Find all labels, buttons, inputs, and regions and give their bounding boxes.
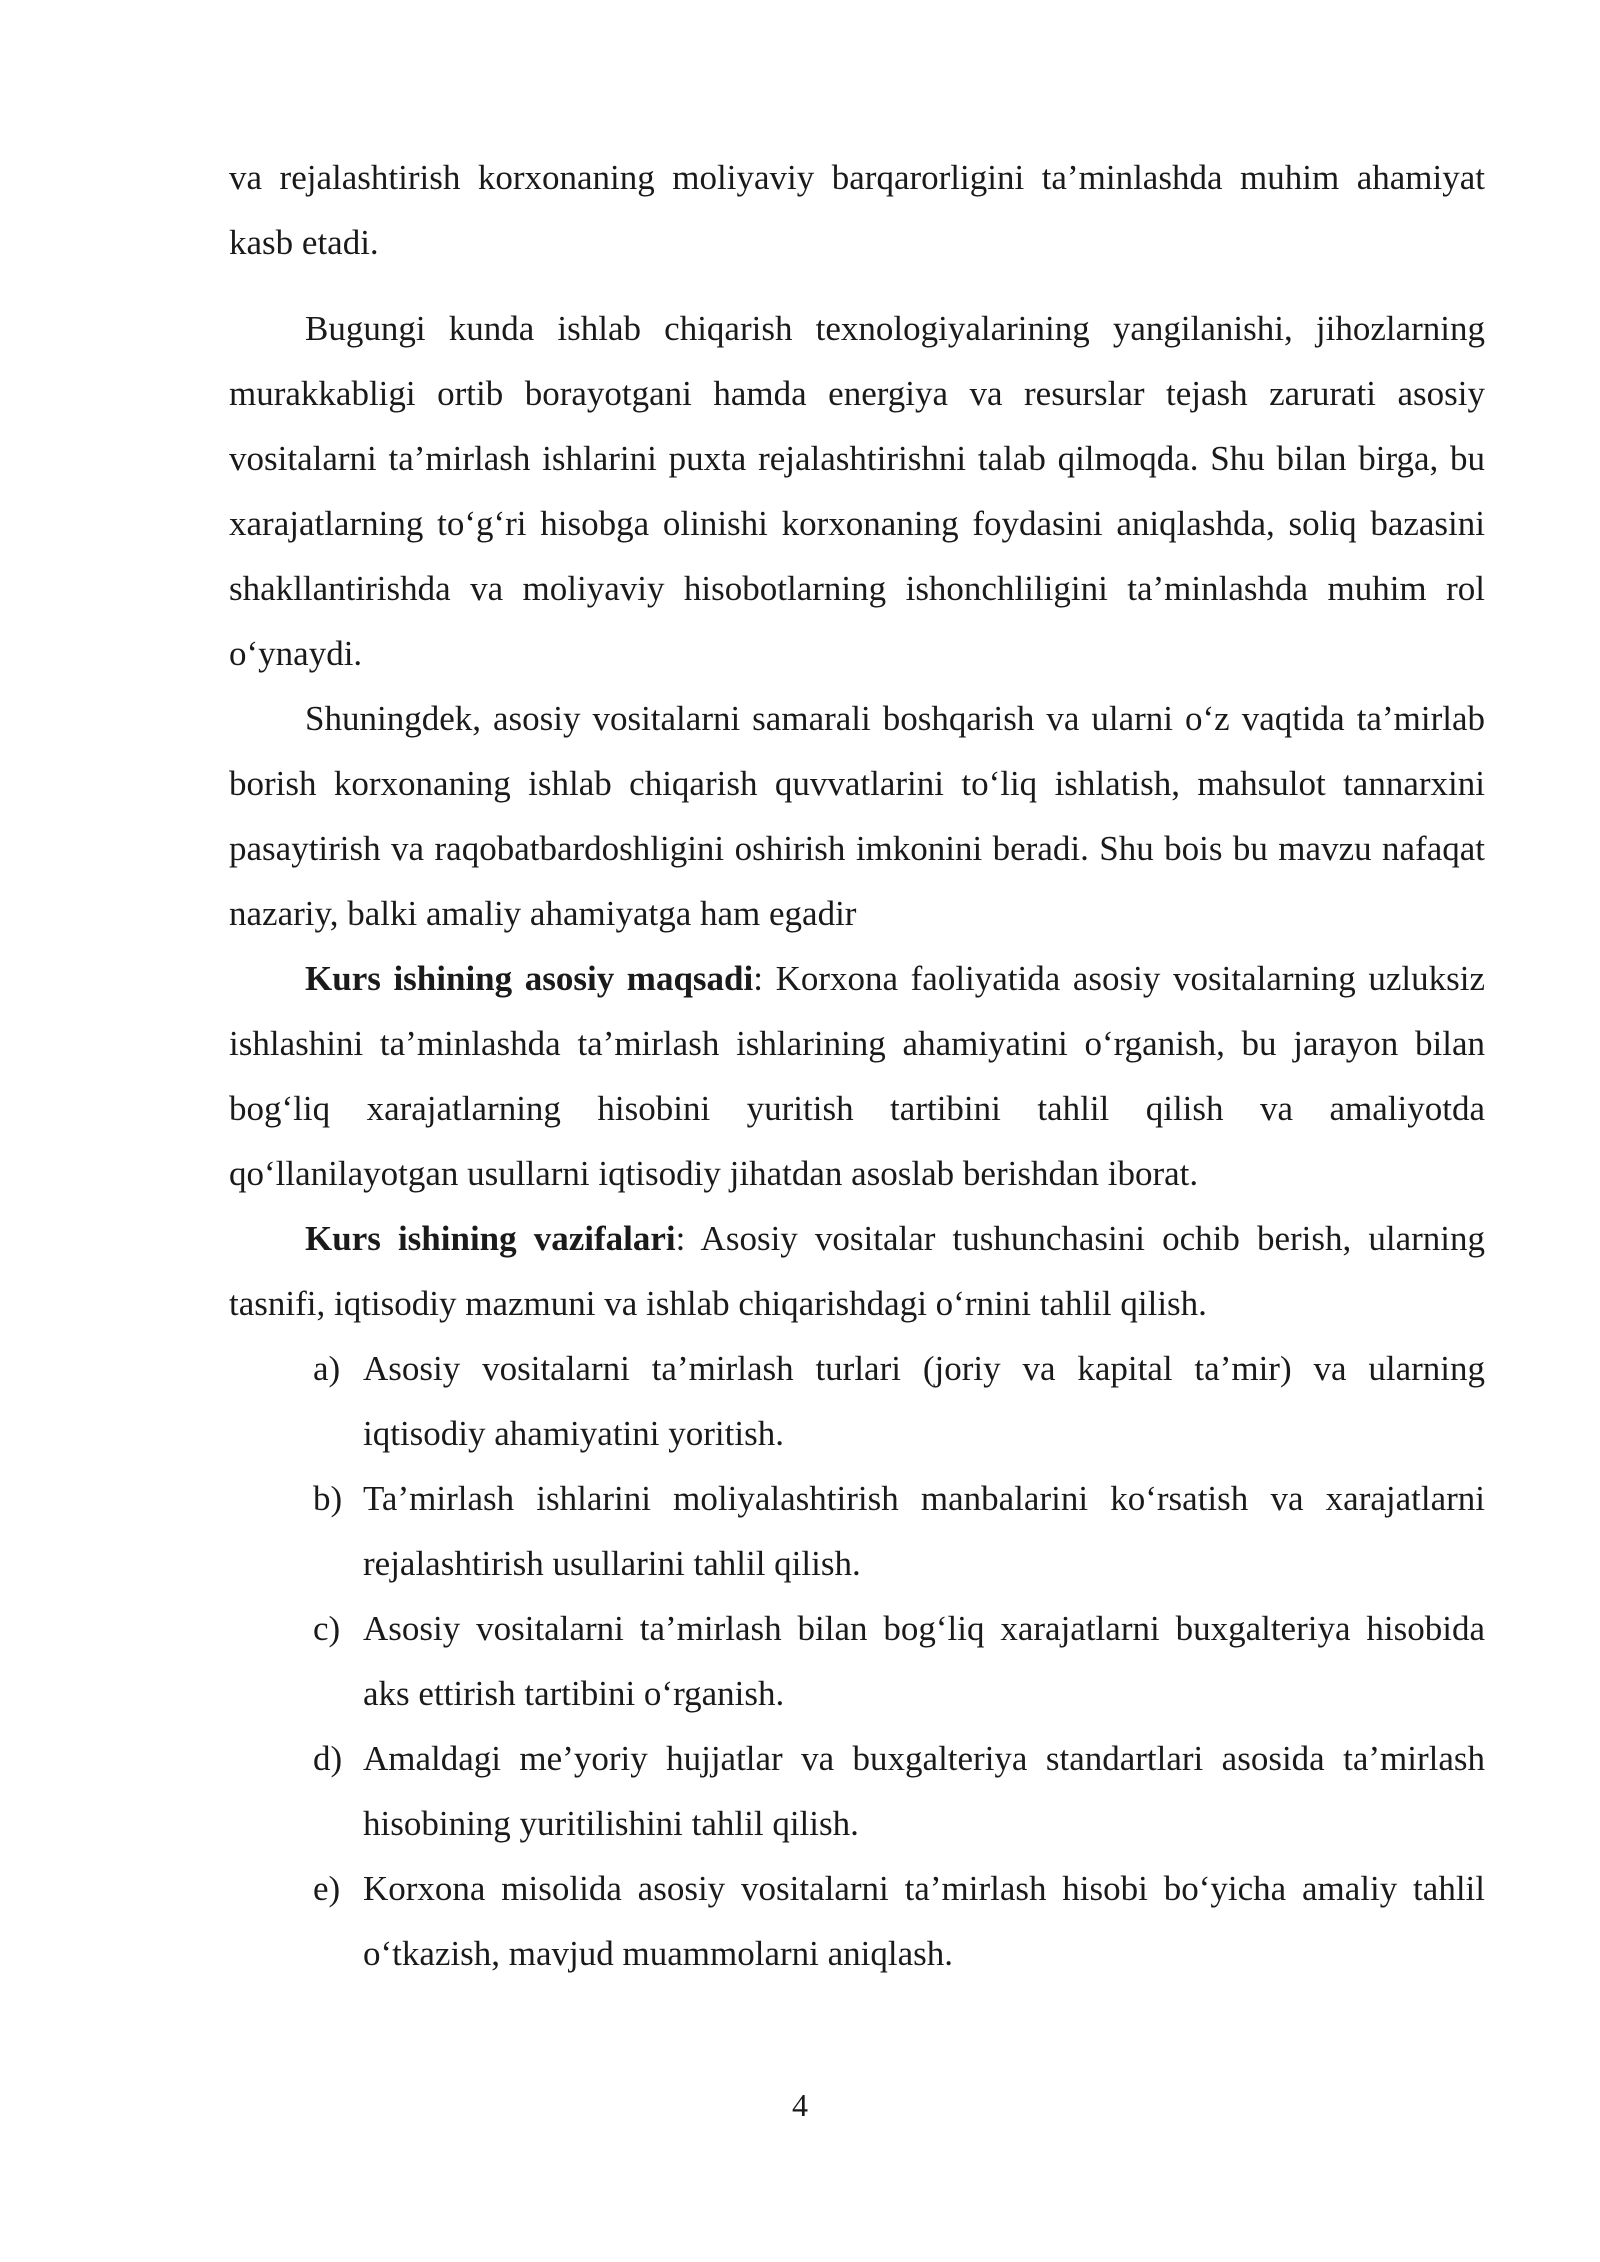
list-item-text: Asosiy vositalarni ta’mirlash turlari (joriy va kapital ta’mir) va ularning iqtisodiy ahamiyatini yoritish.: [363, 1349, 1485, 1453]
course-goal-text: Korxona faoliyatida asosiy vositalarning uzluksiz ishlashini ta’minlashda ta’mirlash ishlarining ahamiyatini o‘rganish, bu jarayon bilan bog‘liq xarajatlarning hisobini yuritish tartibini tahlil qilish va amaliyotda qo‘llanilayotgan usullarni iqtisodiy jihatdan asoslab berishdan iborat.: [229, 959, 1485, 1193]
list-marker: d): [313, 1739, 343, 1778]
course-goal-heading: Kurs ishining asosiy maqsadi: [305, 959, 754, 998]
list-item-text: Korxona misolida asosiy vositalarni ta’mirlash hisobi bo‘yicha amaliy tahlil o‘tkazish, mavjud muammolarni aniqlash.: [363, 1869, 1485, 1973]
list-marker: b): [313, 1479, 343, 1518]
paragraph-asset-management: Shuningdek, asosiy vositalarni samarali boshqarish va ularni o‘z vaqtida ta’mirlab borish korxonaning ishlab chiqarish quvvatlarini to‘liq ishlatish, mahsulot tannarxini pasaytirish va raqobatbardoshligini oshirish imkonini beradi. Shu bois bu mavzu nafaqat nazariy, balki amaliy ahamiyatga ham egadir: [229, 699, 1485, 933]
list-item: [229, 1336, 1485, 1466]
list-item: [229, 1596, 1485, 1726]
task-list: [229, 1336, 1485, 1986]
paragraph-production-technologies: Bugungi kunda ishlab chiqarish texnologiyalarining yangilanishi, jihozlarning murakkabligi ortib borayotgani hamda energiya va resurslar tejash zarurati asosiy vositalarni ta’mirlash ishlarini puxta rejalashtirishni talab qilmoqda. Shu bilan birga, bu xarajatlarning to‘g‘ri hisobga olinishi korxonaning foydasini aniqlashda, soliq bazasini shakllantirishda va moliyaviy hisobotlarning ishonchliligini ta’minlashda muhim rol o‘ynaydi.: [229, 309, 1485, 673]
list-item: [229, 1466, 1485, 1596]
list-item: [229, 1726, 1485, 1856]
paragraph-continuation: va rejalashtirish korxonaning moliyaviy barqarorligini ta’minlashda muhim ahamiyat kasb etadi.: [229, 158, 1485, 262]
course-tasks-separator: :: [675, 1219, 686, 1258]
list-marker: e): [313, 1869, 341, 1908]
course-tasks-heading: Kurs ishining vazifalari: [305, 1219, 676, 1258]
list-item: [229, 1856, 1485, 1986]
list-item-text: Asosiy vositalarni ta’mirlash bilan bog‘liq xarajatlarni buxgalteriya hisobida aks ettirish tartibini o‘rganish.: [363, 1609, 1485, 1713]
document-page: [229, 145, 1485, 1986]
list-marker: c): [313, 1609, 341, 1648]
list-item-text: Ta’mirlash ishlarini moliyalashtirish manbalarini ko‘rsatish va xarajatlarni rejalashtirish usullarini tahlil qilish.: [363, 1479, 1485, 1583]
page-number: 4: [792, 2087, 808, 2123]
paragraph-course-tasks: [229, 1206, 1485, 1336]
course-goal-separator: :: [753, 959, 763, 998]
paragraph-course-goal: [229, 946, 1485, 1206]
course-tasks-text: Asosiy vositalar tushunchasini ochib berish, ularning tasnifi, iqtisodiy mazmuni va ishlab chiqarishdagi o‘rnini tahlil qilish.: [229, 1219, 1485, 1323]
list-marker: a): [313, 1349, 341, 1388]
list-item-text: Amaldagi me’yoriy hujjatlar va buxgalteriya standartlari asosida ta’mirlash hisobining yuritilishini tahlil qilish.: [363, 1739, 1485, 1843]
